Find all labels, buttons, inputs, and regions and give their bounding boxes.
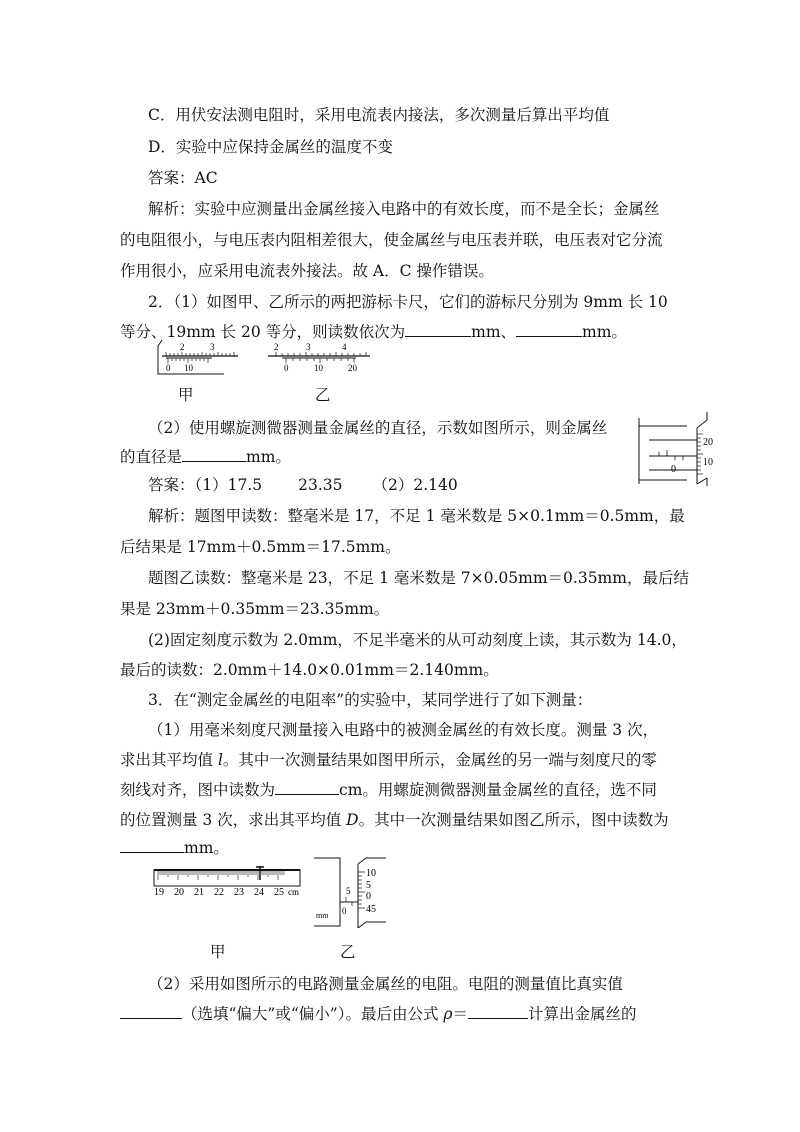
answer-1: 答案：AC	[148, 169, 218, 187]
question-3-part2-line2: （选填“偏大”或“偏小”）。最后由公式 ρ＝ 计算出金属丝的	[120, 1004, 637, 1024]
ruler-number: 24	[254, 887, 264, 898]
question-3-part1-line1: （1）用毫米刻度尺测量接入电路中的被测金属丝的有效长度。测量 3 次，	[148, 721, 659, 739]
answer-blank	[275, 780, 339, 795]
micrometer-zero-label: 0	[671, 464, 676, 475]
ruler-number: 20	[174, 887, 184, 898]
ruler-number: 22	[214, 887, 224, 898]
explanation-2-line5: (2)固定刻度示数为 2.0mm，不足半毫米的从可动刻度上读，其示数为 14.0，	[148, 631, 687, 649]
answer-blank	[468, 1004, 528, 1019]
explanation-1-line3: 作用很小，应采用电流表外接法。故 A．C 操作错误。	[120, 262, 494, 280]
caliper-jia-main-label: 3	[210, 342, 215, 352]
millimeter-ruler-figure	[152, 866, 304, 906]
answer-blank	[516, 322, 582, 337]
ruler-unit: cm	[288, 887, 299, 897]
caliper-jia-main-label: 2	[180, 342, 185, 352]
option-c: C．用伏安法测电阻时，采用电流表内接法，多次测量后算出平均值	[148, 106, 610, 124]
question-3-part1-line2: 求出其平均值 l。其中一次测量结果如图甲所示，金属丝的另一端与刻度尺的零	[120, 751, 657, 769]
question-2-part2-line1: （2）使用螺旋测微器测量金属丝的直径，示数如图所示，则金属丝	[148, 419, 608, 437]
caption-yi: 乙	[315, 386, 331, 404]
explanation-2-line2: 后结果是 17mm＋0.5mm＝17.5mm。	[120, 538, 401, 556]
question-2-line1: 2．（1）如图甲、乙所示的两把游标卡尺，它们的游标尺分别为 9mm 长 10	[148, 293, 668, 311]
micrometer2-unit: mm	[316, 911, 329, 920]
caliper-yi-main-label: 2	[274, 342, 279, 352]
question-2-part2-line2: 的直径是 mm。	[120, 448, 291, 466]
explanation-2-line4: 果是 23mm＋0.35mm＝23.35mm。	[120, 600, 390, 618]
question-3-part1-line4: 的位置测量 3 次，求出其平均值 D。其中一次测量结果如图乙所示，图中读数为	[120, 811, 669, 829]
answer-blank	[182, 447, 246, 462]
answer-blank	[405, 322, 471, 337]
explanation-2-line6: 最后的读数：2.0mm＋14.0×0.01mm＝2.140mm。	[120, 661, 499, 679]
question-3: 3．在“测定金属丝的电阻率”的实验中，某同学进行了如下测量：	[148, 691, 593, 709]
micrometer2-thimble-label: 0	[366, 891, 371, 902]
explanation-1-line2: 的电阻很小，与电压表内阻相差很大，使金属丝与电压表并联，电压表对它分流	[120, 231, 663, 249]
caption-yi-2: 乙	[340, 943, 356, 961]
caption-jia: 甲	[178, 386, 194, 404]
explanation-2-line1: 解析：题图甲读数：整毫米是 17，不足 1 毫米数是 5×0.1mm＝0.5mm，最	[148, 507, 685, 525]
ruler-number: 21	[194, 887, 204, 898]
question-3-part2-line1: （2）采用如图所示的电路测量金属丝的电阻。电阻的测量值比真实值	[148, 975, 623, 993]
answer-blank	[120, 838, 184, 853]
answer-2: 答案：（1）17.5 23.35 （2）2.140	[148, 476, 458, 494]
micrometer-scale-label: 10	[703, 457, 713, 468]
caliper-yi-main-label: 4	[342, 342, 347, 352]
micrometer2-thimble-label: 5	[366, 880, 371, 891]
explanation-1-line1: 解析：实验中应测量出金属丝接入电路中的有效长度，而不是全长；金属丝	[148, 200, 660, 218]
explanation-2-line3: 题图乙读数：整毫米是 23，不足 1 毫米数是 7×0.05mm＝0.35mm，最后结	[148, 569, 689, 587]
micrometer-figure	[637, 412, 722, 486]
question-3-part1-line5: mm。	[120, 838, 229, 858]
caliper-yi-vernier-label: 10	[314, 363, 323, 373]
question-3-part1-line3: 刻线对齐，图中读数为 cm。用螺旋测微器测量金属丝的直径，选不同	[120, 781, 657, 799]
vernier-caliper-jia-figure	[150, 338, 240, 378]
micrometer2-sleeve-label: 0	[342, 906, 347, 916]
micrometer-scale-label: 20	[703, 437, 713, 448]
vernier-caliper-yi-figure	[262, 338, 374, 378]
ruler-number: 25	[274, 887, 284, 898]
ruler-number: 19	[154, 887, 164, 898]
micrometer-figure-2	[308, 856, 388, 928]
caption-jia-2: 甲	[210, 943, 226, 961]
answer-blank	[120, 1004, 182, 1019]
micrometer2-sleeve-label: 5	[346, 886, 351, 896]
micrometer2-thimble-label: 10	[366, 868, 376, 879]
caliper-yi-vernier-label: 20	[348, 363, 357, 373]
caliper-yi-vernier-label: 0	[284, 363, 289, 373]
question-2-line2: 等分、19mm 长 20 等分，则读数依次为 mm、 mm。	[120, 323, 627, 341]
option-d: D．实验中应保持金属丝的温度不变	[148, 138, 393, 156]
ruler-number: 23	[234, 887, 244, 898]
micrometer2-thimble-label: 45	[366, 904, 376, 915]
caliper-jia-vernier-label: 10	[184, 363, 193, 373]
caliper-jia-vernier-label: 0	[166, 363, 171, 373]
caliper-yi-main-label: 3	[306, 342, 311, 352]
